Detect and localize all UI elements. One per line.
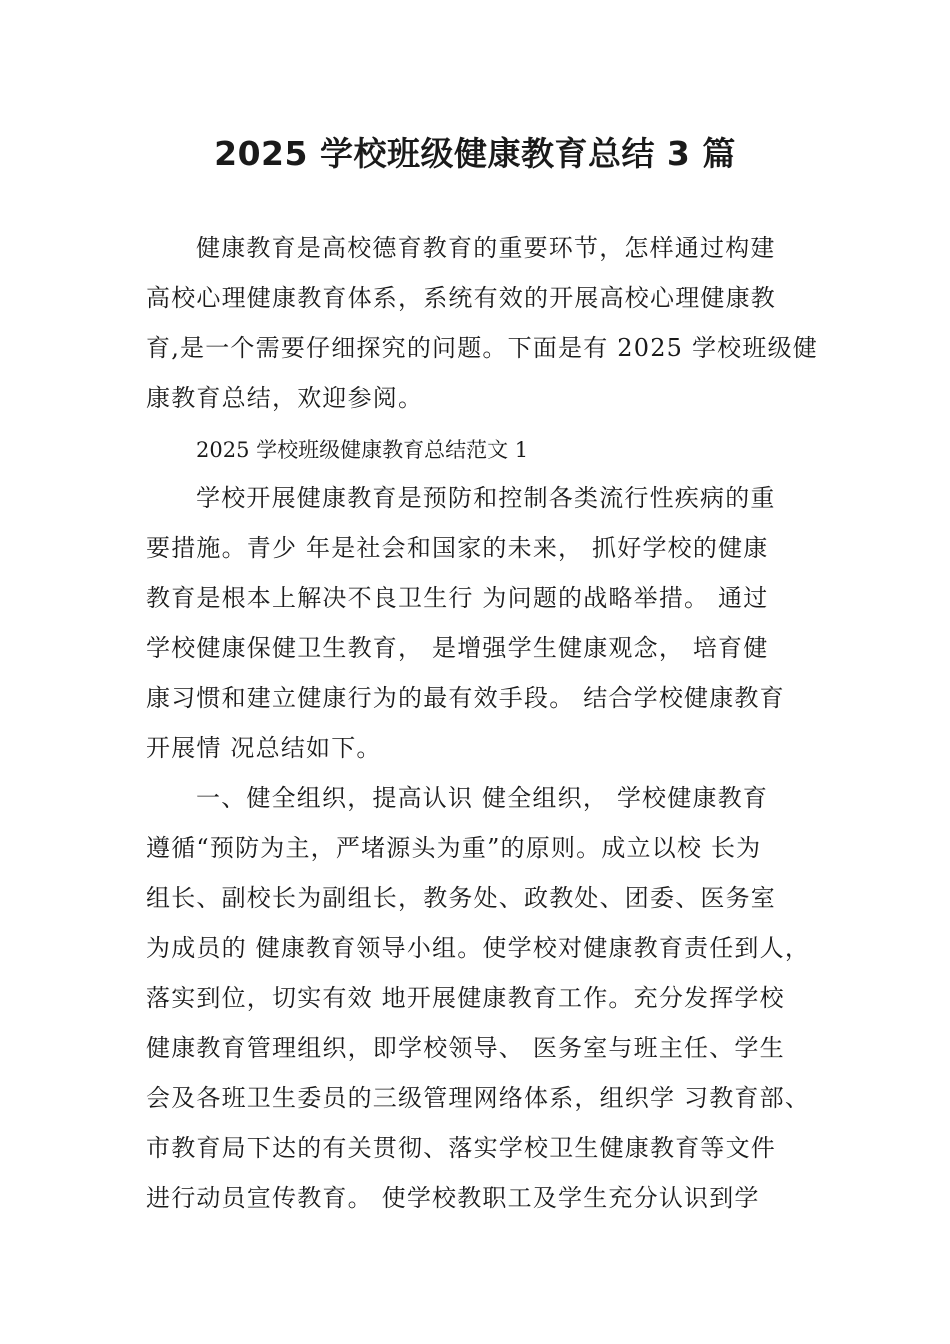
paragraph-line: 一、健全组织，提高认识 健全组织， 学校健康教育 bbox=[196, 784, 769, 812]
intro-line: 育,是一个需要仔细探究的问题。下面是有 2025 学校班级健 bbox=[146, 334, 818, 362]
intro-line: 康教育总结，欢迎参阅。 bbox=[146, 384, 424, 412]
paragraph-line: 学校健康保健卫生教育， 是增强学生健康观念， 培育健 bbox=[146, 634, 769, 662]
paragraph-line: 要措施。青少 年是社会和国家的未来， 抓好学校的健康 bbox=[146, 534, 769, 562]
intro-line: 健康教育是高校德育教育的重要环节，怎样通过构建 bbox=[196, 234, 776, 262]
section-heading: 2025 学校班级健康教育总结范文 1 bbox=[196, 438, 529, 462]
paragraph-line: 遵循“预防为主，严堵源头为重”的原则。成立以校 长为 bbox=[146, 834, 762, 862]
paragraph-line: 市教育局下达的有关贯彻、落实学校卫生健康教育等文件 bbox=[146, 1134, 776, 1162]
paragraph-line: 落实到位，切实有效 地开展健康教育工作。充分发挥学校 bbox=[146, 984, 785, 1012]
paragraph-line: 进行动员宣传教育。 使学校教职工及学生充分认识到学 bbox=[146, 1184, 760, 1212]
paragraph-line: 组长、副校长为副组长，教务处、政教处、团委、医务室 bbox=[146, 884, 776, 912]
paragraph-line: 教育是根本上解决不良卫生行 为问题的战略举措。 通过 bbox=[146, 584, 769, 612]
intro-line: 高校心理健康教育体系，系统有效的开展高校心理健康教 bbox=[146, 284, 776, 312]
paragraph-line: 为成员的 健康教育领导小组。使学校对健康教育责任到人， bbox=[146, 934, 811, 962]
paragraph-line: 康习惯和建立健康行为的最有效手段。 结合学校健康教育 bbox=[146, 684, 785, 712]
paragraph-line: 健康教育管理组织，即学校领导、 医务室与班主任、学生 bbox=[146, 1034, 785, 1062]
document-title: 2025 学校班级健康教育总结 3 篇 bbox=[214, 134, 736, 173]
paragraph-line: 学校开展健康教育是预防和控制各类流行性疾病的重 bbox=[196, 484, 776, 512]
paragraph-line: 开展情 况总结如下。 bbox=[146, 734, 382, 762]
paragraph-line: 会及各班卫生委员的三级管理网络体系，组织学 习教育部、 bbox=[146, 1084, 811, 1112]
